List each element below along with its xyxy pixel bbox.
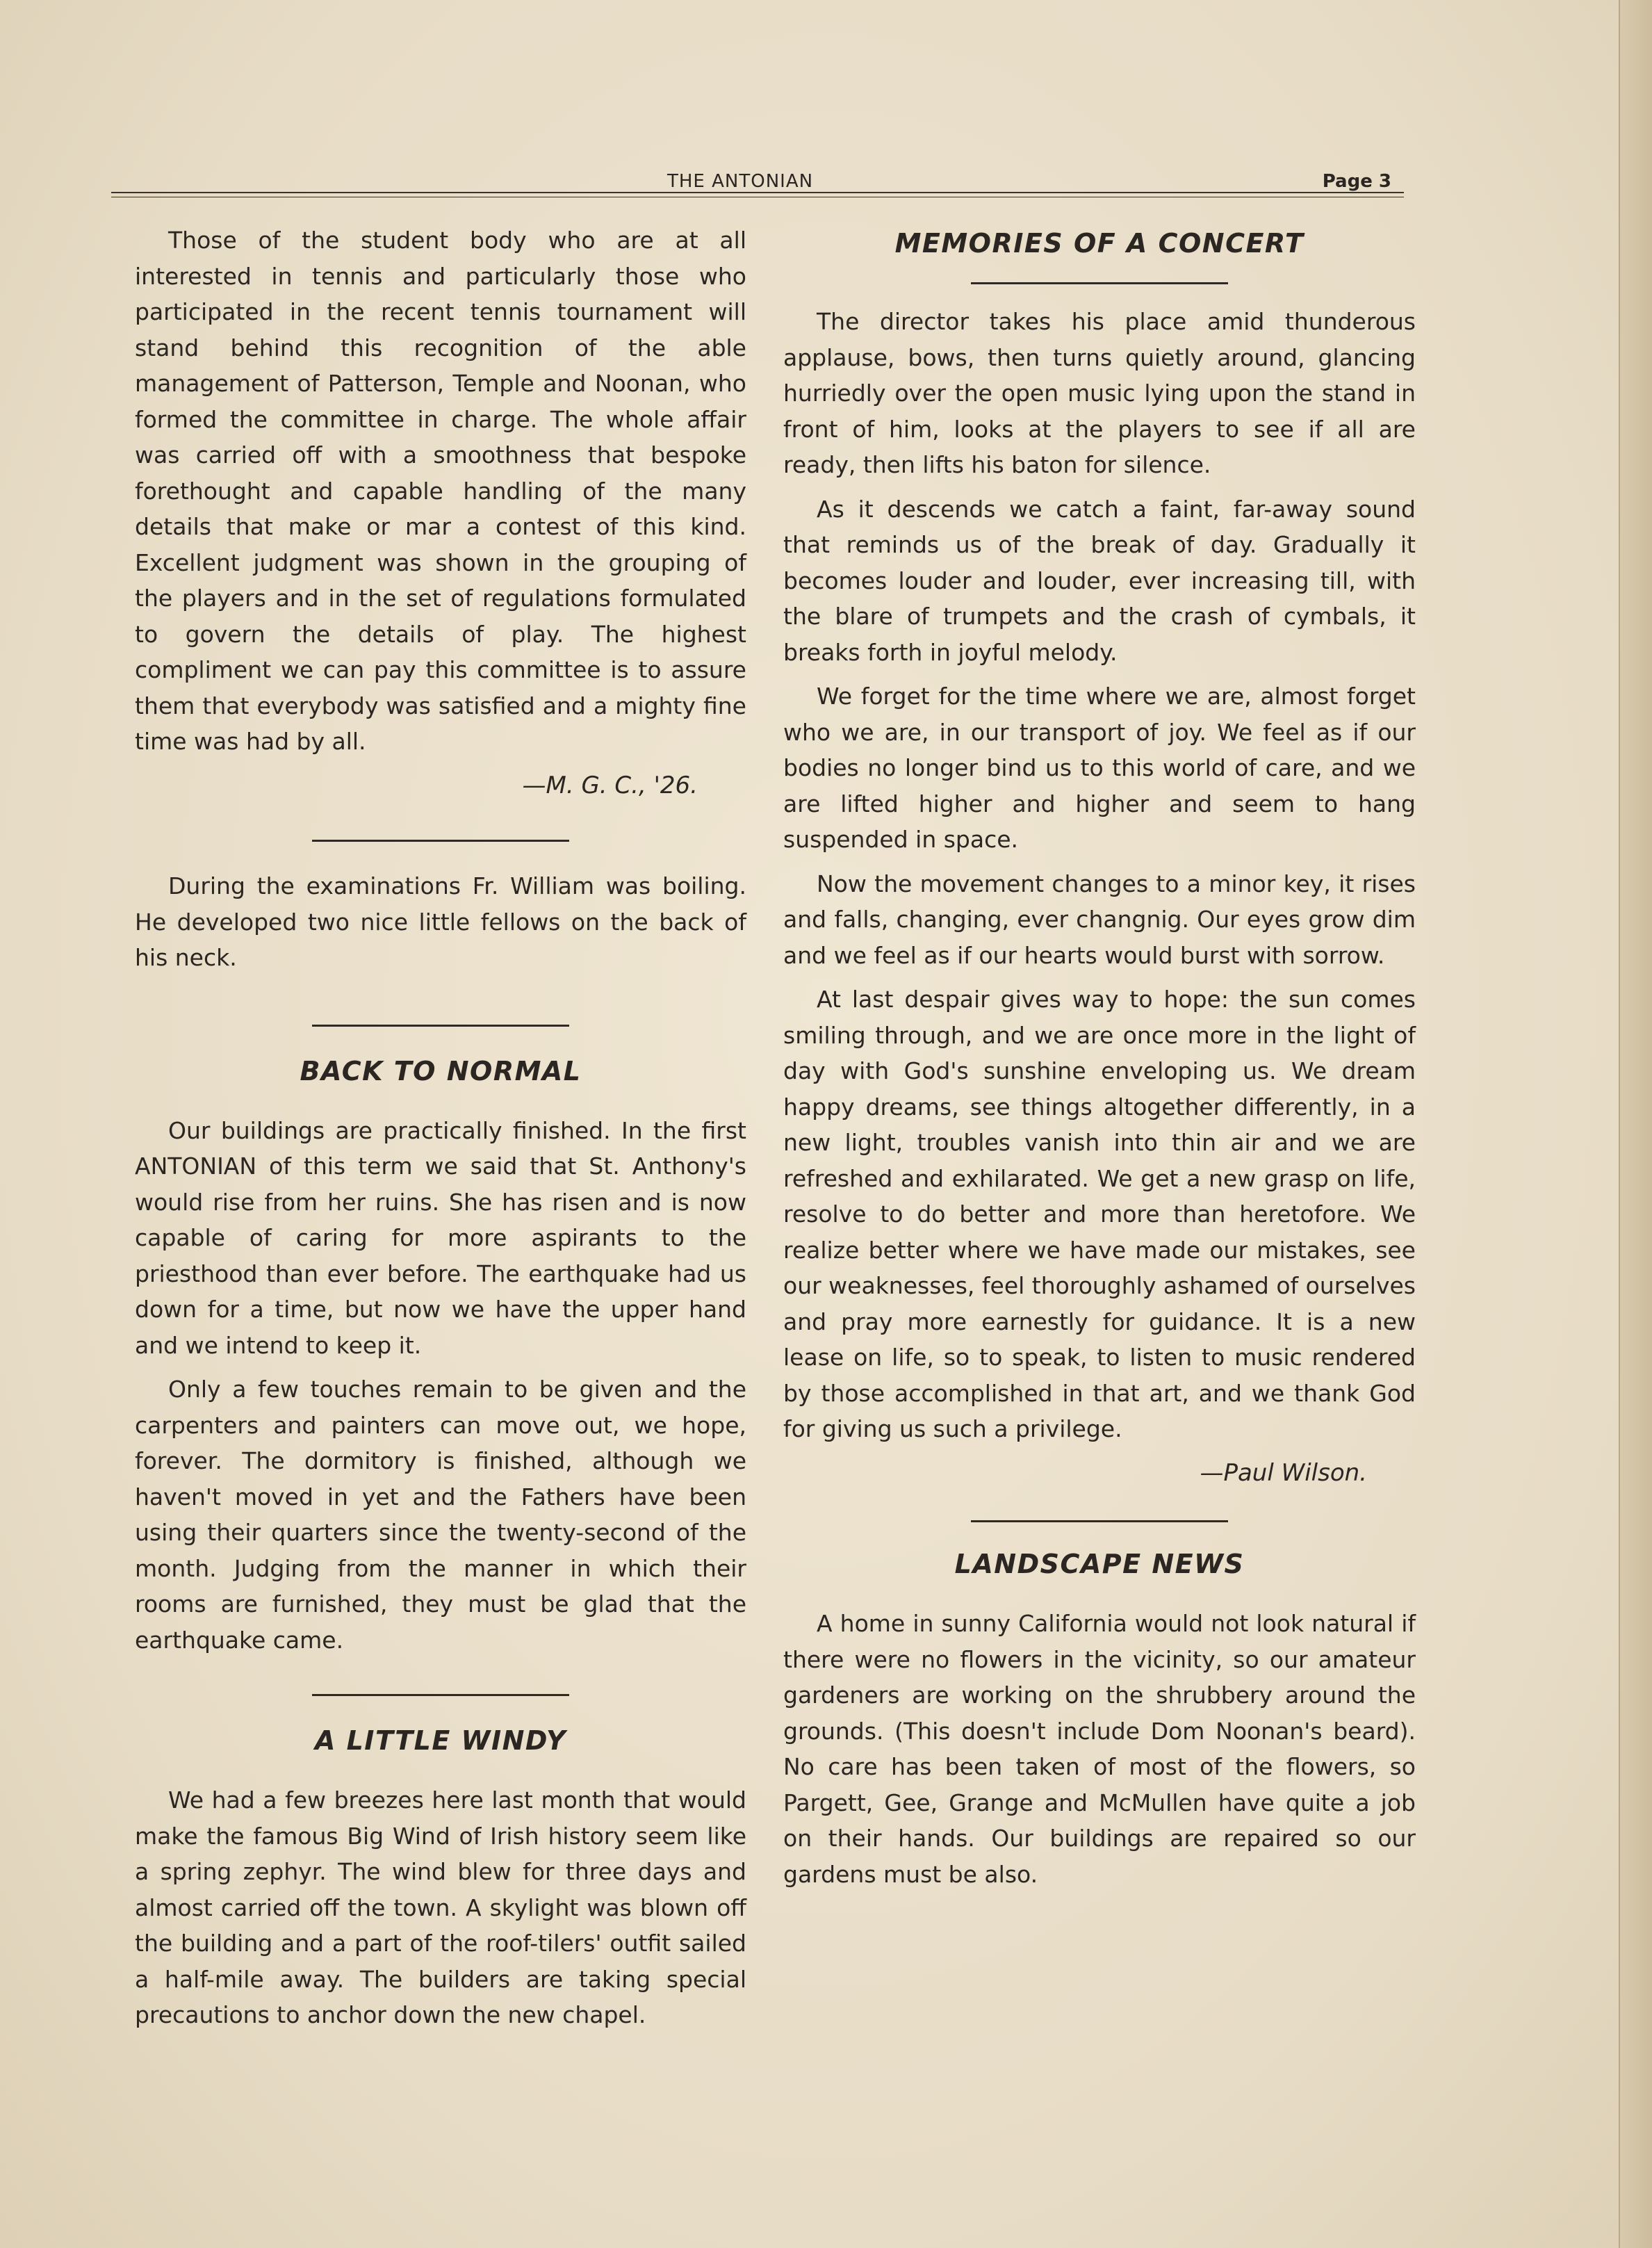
- back-to-normal-heading: BACK TO NORMAL: [300, 1055, 582, 1086]
- concert-paragraph-2: As it descends we catch a faint, far-away sound that reminds us of the break of day. Gradually it becomes louder and louder, ever increasing till, with the blare of trumpets and the crash of cymbals, it breaks forth in joyful melody.: [783, 495, 1416, 666]
- concert-heading: MEMORIES OF A CONCERT: [894, 228, 1305, 259]
- header-rule: [111, 192, 1404, 193]
- concert-paragraph-3: We forget for the time where we are, almost forget who we are, in our transport of joy. We feel as if our bodies no longer bind us to this world of care, and we are lifted higher and higher and seem to hang suspended in space.: [783, 683, 1416, 853]
- landscape-heading: LANDSCAPE NEWS: [954, 1549, 1245, 1579]
- left-column: [135, 222, 746, 2042]
- landscape-paragraph: A home in sunny California would not look natural if there were no flowers in the vicinity, so our amateur gardeners are working on the shrubbery around the grounds. (This doesn't include Dom Noonan's beard). No care has been taken of most of the flowers, so Pargett, Gee, Grange and McMullen have quite a job on their hands. Our buildings are repaired so our gardens must be also.: [783, 1610, 1416, 1888]
- tennis-paragraph: Those of the student body who are at all interested in tennis and particularly those who participated in the recent tennis tournament will stand behind this recognition of the able management of Patterson, Temple and Noonan, who formed the committee in charge. The whole affair was carried off with a smoothness that bespoke forethought and capable handling of the many details that make or mar a contest of this kind. Excellent judgment was shown in the grouping of the players and in the set of regulations formulated to govern the details of play. The highest compliment we can pay this committee is to assure them that everybody was satisfied and a mighty fine time was had by all.: [135, 227, 746, 755]
- examinations-paragraph: During the examinations Fr. William was boiling. He developed two nice little fellows on the back of his neck.: [135, 872, 746, 971]
- back-to-normal-paragraph-2: Only a few touches remain to be given and the carpenters and painters can move out, we hope, forever. The dormitory is finished, although we haven't moved in yet and the Fathers have been using their quarters since the twenty-second of the month. Judging from the manner in which their rooms are furnished, they must be glad that the earthquake came.: [135, 1376, 746, 1654]
- little-windy-heading: A LITTLE WINDY: [314, 1725, 567, 1756]
- back-to-normal-paragraph-1: Our buildings are practically finished. In the first ANTONIAN of this term we said that St. Anthony's would rise from her ruins. She has risen and is now capable of caring for more aspirants to the priesthood than ever before. The earthquake had us down for a time, but now we have the upper hand and we intend to keep it.: [135, 1116, 746, 1359]
- page-edge: [1619, 0, 1652, 2248]
- running-head: [111, 171, 1404, 206]
- concert-paragraph-4: Now the movement changes to a minor key, it rises and falls, changing, ever changnig. Our eyes grow dim and we feel as if our hearts would burst with sorrow.: [783, 870, 1416, 969]
- concert-byline: —Paul Wilson.: [1200, 1458, 1367, 1487]
- page-number: Page 3: [1322, 171, 1391, 192]
- right-column: [783, 222, 1416, 1900]
- tennis-byline: —M. G. C., '26.: [522, 771, 698, 799]
- little-windy-paragraph: We had a few breezes here last month that would make the famous Big Wind of Irish history seem like a spring zephyr. The wind blew for three days and almost carried off the town. A skylight was blown off the building and a part of the roof-tilers' outfit sailed a half-mile away. The builders are taking special precautions to anchor down the new chapel.: [135, 1786, 746, 2028]
- concert-paragraph-5: At last despair gives way to hope: the sun comes smiling through, and we are once more in the light of day with God's sunshine enveloping us. We dream happy dreams, see things altogether differently, in a new light, troubles vanish into thin air and we are refreshed and exhilarated. We get a new grasp on life, resolve to do better and more than heretofore. We realize better where we have made our mistakes, see our weaknesses, feel thoroughly ashamed of ourselves and pray more earnestly for guidance. It is a new lease on life, so to speak, to listen to music rendered by those accomplished in that art, and we thank God for giving us such a privilege.: [783, 986, 1416, 1442]
- concert-paragraph-1: The director takes his place amid thunderous applause, bows, then turns quietly around, glancing hurriedly over the open music lying upon the stand in front of him, looks at the players to see if all are ready, then lifts his baton for silence.: [783, 308, 1416, 478]
- publication-title: THE ANTONIAN: [667, 171, 814, 192]
